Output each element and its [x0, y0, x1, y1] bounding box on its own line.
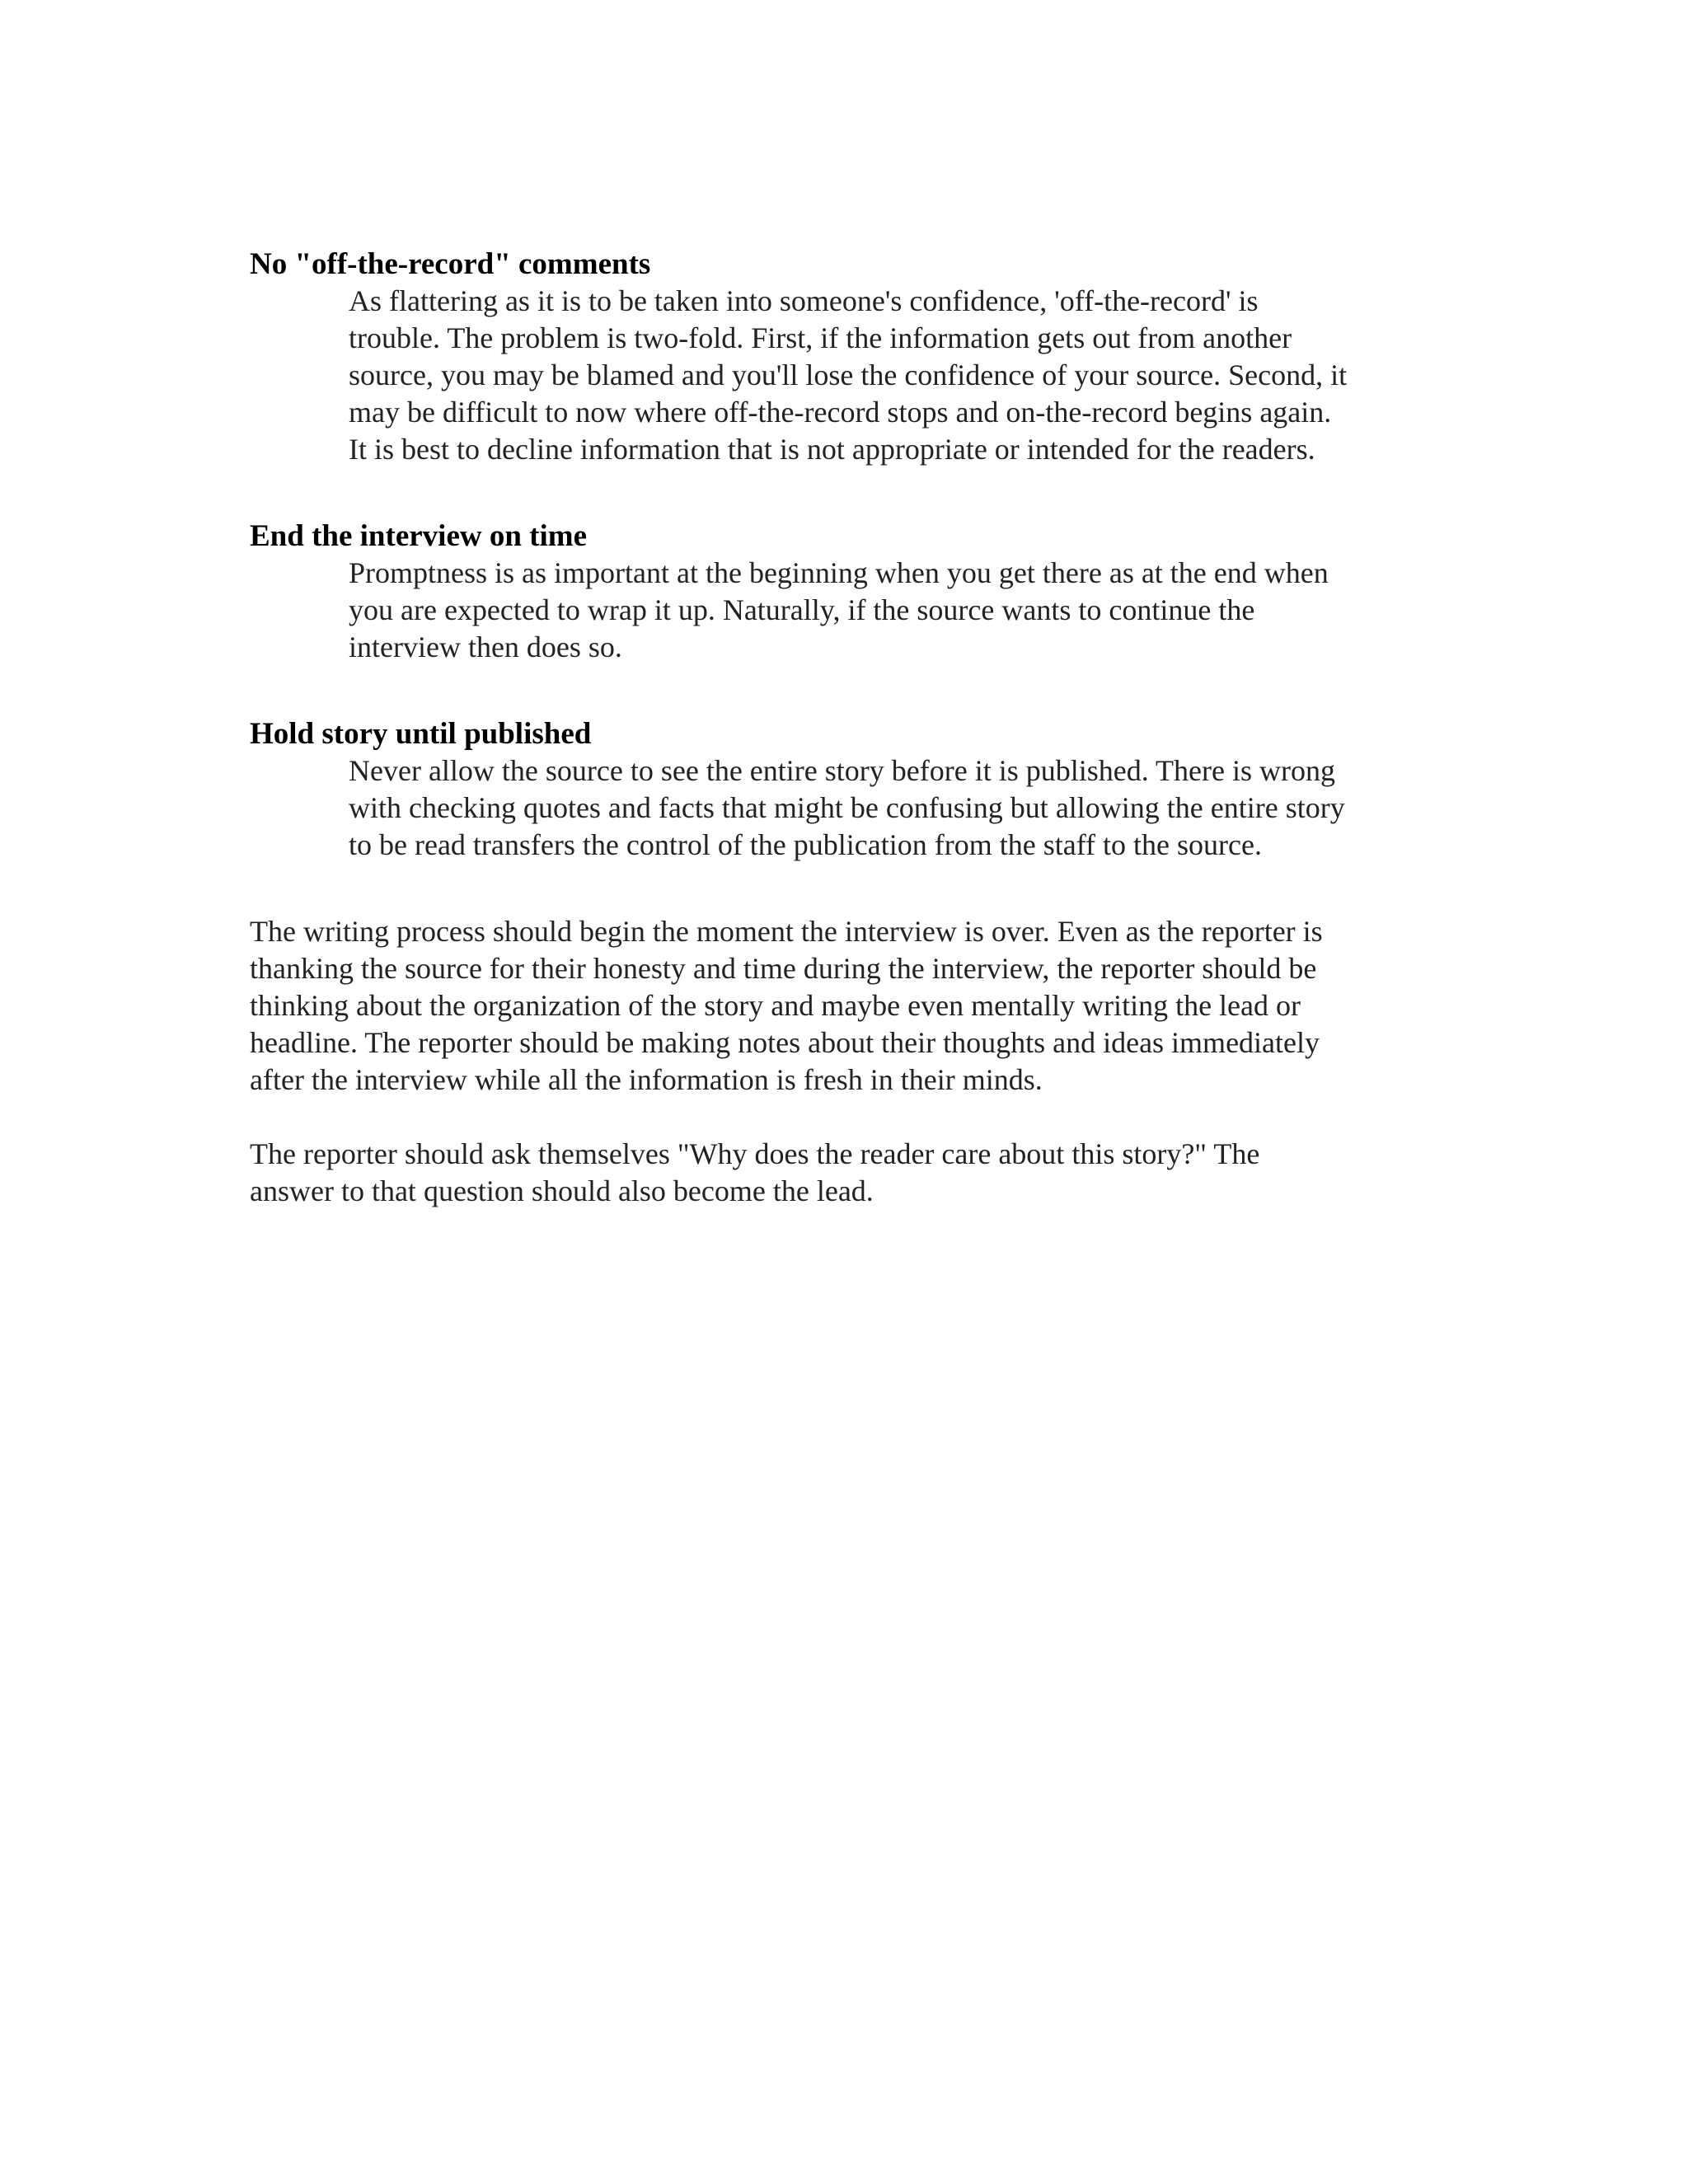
text-line: Promptness is as important at the beginning when you get there as at the end when	[349, 556, 1329, 589]
section-heading: End the interview on time	[250, 519, 588, 553]
text-line: trouble. The problem is two-fold. First, if the information gets out from another	[349, 321, 1292, 354]
section-hold-story	[250, 715, 1441, 864]
section-off-the-record	[250, 246, 1441, 468]
section-heading: No "off-the-record" comments	[250, 247, 651, 281]
section-heading: Hold story until published	[250, 717, 592, 751]
text-line: thanking the source for their honesty and time during the interview, the reporter should be	[250, 952, 1317, 985]
section-body	[349, 555, 1441, 666]
text-line: you are expected to wrap it up. Naturally, if the source wants to continue the	[349, 593, 1255, 626]
document-page	[250, 246, 1441, 1247]
text-line: source, you may be blamed and you'll lose the confidence of your source. Second, it	[349, 359, 1348, 391]
text-line: interview then does so.	[349, 630, 622, 663]
section-end-interview	[250, 518, 1441, 666]
text-line: thinking about the organization of the story and maybe even mentally writing the lead or	[250, 989, 1301, 1022]
text-line: answer to that question should also become the lead.	[250, 1174, 874, 1207]
paragraph-reader-care	[250, 1136, 1441, 1210]
section-body	[349, 283, 1441, 468]
text-line: It is best to decline information that is not appropriate or intended for the readers.	[349, 433, 1315, 466]
section-body	[349, 752, 1441, 864]
text-line: after the interview while all the information is fresh in their minds.	[250, 1063, 1043, 1096]
text-line: to be read transfers the control of the publication from the staff to the source.	[349, 828, 1262, 861]
text-line: The writing process should begin the moment the interview is over. Even as the reporter is	[250, 915, 1323, 948]
text-line: As flattering as it is to be taken into someone's confidence, 'off-the-record' is	[349, 284, 1259, 317]
text-line: may be difficult to now where off-the-record stops and on-the-record begins again.	[349, 396, 1332, 429]
text-line: The reporter should ask themselves "Why does the reader care about this story?" The	[250, 1137, 1260, 1170]
text-line: with checking quotes and facts that might be confusing but allowing the entire story	[349, 791, 1345, 824]
text-line: Never allow the source to see the entire story before it is published. There is wrong	[349, 754, 1335, 787]
paragraph-writing-process	[250, 913, 1441, 1099]
text-line: headline. The reporter should be making notes about their thoughts and ideas immediately	[250, 1026, 1320, 1059]
